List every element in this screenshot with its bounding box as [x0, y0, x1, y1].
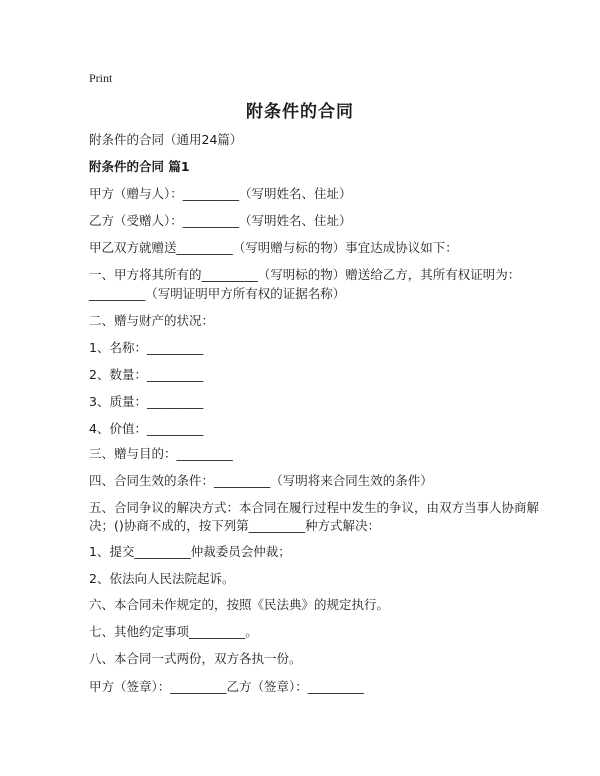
page-title: 附条件的合同 — [246, 102, 354, 122]
clause-5-line-1: 五、合同争议的解决方式：本合同在履行过程中发生的争议，由双方当事人协商解 — [89, 500, 540, 515]
clause-1-line-1: 一、甲方将其所有的_________（写明标的物）赠送给乙方，其所有权证明为： — [89, 267, 521, 282]
item-quantity: 2、数量：_________ — [89, 367, 204, 382]
clause-3: 三、赠与目的：_________ — [89, 446, 233, 461]
document-subtitle: 附条件的合同（通用24篇） — [89, 132, 243, 147]
clause-1-line-2: _________（写明证明甲方所有权的证据名称） — [89, 286, 346, 301]
item-name: 1、名称：_________ — [89, 340, 204, 355]
option-2: 2、依法向人民法院起诉。 — [89, 571, 235, 586]
clause-5-line-2: 决；()协商不成的，按下列第_________种方式解决： — [89, 518, 381, 533]
clause-2: 二、赠与财产的状况： — [89, 313, 215, 328]
item-value: 4、价值：_________ — [89, 421, 204, 436]
clause-6: 六、本合同未作规定的，按照《民法典》的规定执行。 — [89, 597, 390, 612]
section-heading: 附条件的合同 篇1 — [89, 159, 190, 174]
clause-8: 八、本合同一式两份，双方各执一份。 — [89, 651, 302, 666]
party-b-line: 乙方（受赠人）：_________（写明姓名、住址） — [89, 213, 352, 228]
party-a-line: 甲方（赠与人）：_________（写明姓名、住址） — [89, 186, 352, 201]
clause-7: 七、其他约定事项_________。 — [89, 624, 258, 639]
option-1: 1、提交_________仲裁委员会仲裁； — [89, 544, 291, 559]
intro-line: 甲乙双方就赠送_________（写明赠与标的物）事宜达成协议如下： — [89, 240, 458, 255]
print-label: Print — [89, 71, 113, 85]
signature-line: 甲方（签章）：_________乙方（签章）：_________ — [89, 679, 365, 694]
clause-4: 四、合同生效的条件：_________（写明将来合同生效的条件） — [89, 473, 433, 488]
item-quality: 3、质量：_________ — [89, 394, 204, 409]
